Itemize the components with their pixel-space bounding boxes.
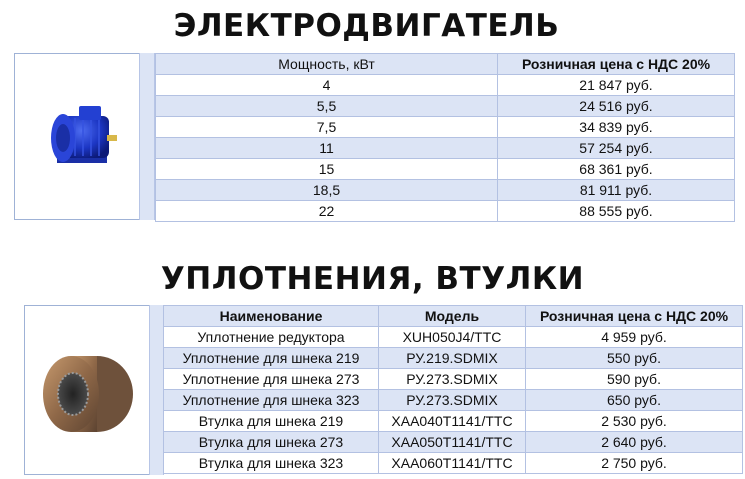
seals-price-cell: 550 руб. [526, 348, 743, 369]
seals-header-price: Розничная цена с НДС 20% [526, 306, 743, 327]
motor-power-cell: 22 [156, 201, 498, 222]
table-row [156, 138, 735, 159]
motor-table-block [14, 53, 734, 220]
motor-power-cell: 18,5 [156, 180, 498, 201]
motor-price-cell: 57 254 руб. [498, 138, 735, 159]
motor-power-cell: 11 [156, 138, 498, 159]
motor-spacer-column [139, 53, 155, 220]
seals-section-title: УПЛОТНЕНИЯ, ВТУЛКИ [160, 261, 585, 297]
motor-power-cell: 7,5 [156, 117, 498, 138]
motor-header-power: Мощность, кВт [156, 54, 498, 75]
table-row [164, 411, 743, 432]
seals-spacer-column [149, 305, 164, 475]
table-row [156, 117, 735, 138]
motor-price-cell: 88 555 руб. [498, 201, 735, 222]
seals-price-cell: 2 750 руб. [526, 453, 743, 474]
seals-name-cell: Втулка для шнека 323 [164, 453, 379, 474]
motor-header-row [156, 54, 735, 75]
seals-name-cell: Уплотнение для шнека 219 [164, 348, 379, 369]
seals-header-model: Модель [379, 306, 526, 327]
seals-model-cell: XAA040T1141/TTC [379, 411, 526, 432]
motor-header-price: Розничная цена с НДС 20% [498, 54, 735, 75]
seals-price-cell: 650 руб. [526, 390, 743, 411]
motor-price-cell: 34 839 руб. [498, 117, 735, 138]
table-row [156, 96, 735, 117]
seals-name-cell: Уплотнение для шнека 273 [164, 369, 379, 390]
table-row [164, 348, 743, 369]
table-row [164, 390, 743, 411]
seals-model-cell: РУ.273.SDMIX [379, 390, 526, 411]
seals-price-cell: 4 959 руб. [526, 327, 743, 348]
table-row [164, 327, 743, 348]
motor-power-cell: 4 [156, 75, 498, 96]
seals-name-cell: Уплотнение для шнека 323 [164, 390, 379, 411]
seals-model-cell: XAA060T1141/TTC [379, 453, 526, 474]
table-row [164, 432, 743, 453]
seals-model-cell: РУ.219.SDMIX [379, 348, 526, 369]
table-row [164, 453, 743, 474]
table-row [156, 159, 735, 180]
bushing-image-cell [24, 305, 150, 475]
motor-price-cell: 21 847 руб. [498, 75, 735, 96]
seals-price-cell: 590 руб. [526, 369, 743, 390]
seals-header-name: Наименование [164, 306, 379, 327]
electric-motor-icon [15, 54, 139, 219]
motor-image-cell [14, 53, 140, 220]
motor-power-cell: 15 [156, 159, 498, 180]
seals-model-cell: XUH050J4/TTC [379, 327, 526, 348]
motor-price-cell: 68 361 руб. [498, 159, 735, 180]
table-row [156, 201, 735, 222]
motor-price-cell: 24 516 руб. [498, 96, 735, 117]
seals-price-table [163, 305, 743, 474]
motor-price-table [155, 53, 735, 222]
bushing-icon [25, 306, 149, 474]
seals-price-cell: 2 530 руб. [526, 411, 743, 432]
seals-table-block [24, 305, 742, 475]
seals-model-cell: РУ.273.SDMIX [379, 369, 526, 390]
motor-section-title: ЭЛЕКТРОДВИГАТЕЛЬ [173, 8, 560, 44]
seals-name-cell: Уплотнение редуктора [164, 327, 379, 348]
seals-name-cell: Втулка для шнека 273 [164, 432, 379, 453]
table-row [156, 180, 735, 201]
seals-name-cell: Втулка для шнека 219 [164, 411, 379, 432]
seals-price-cell: 2 640 руб. [526, 432, 743, 453]
seals-model-cell: XAA050T1141/TTC [379, 432, 526, 453]
table-row [156, 75, 735, 96]
motor-price-cell: 81 911 руб. [498, 180, 735, 201]
table-row [164, 369, 743, 390]
seals-header-row [164, 306, 743, 327]
motor-power-cell: 5,5 [156, 96, 498, 117]
